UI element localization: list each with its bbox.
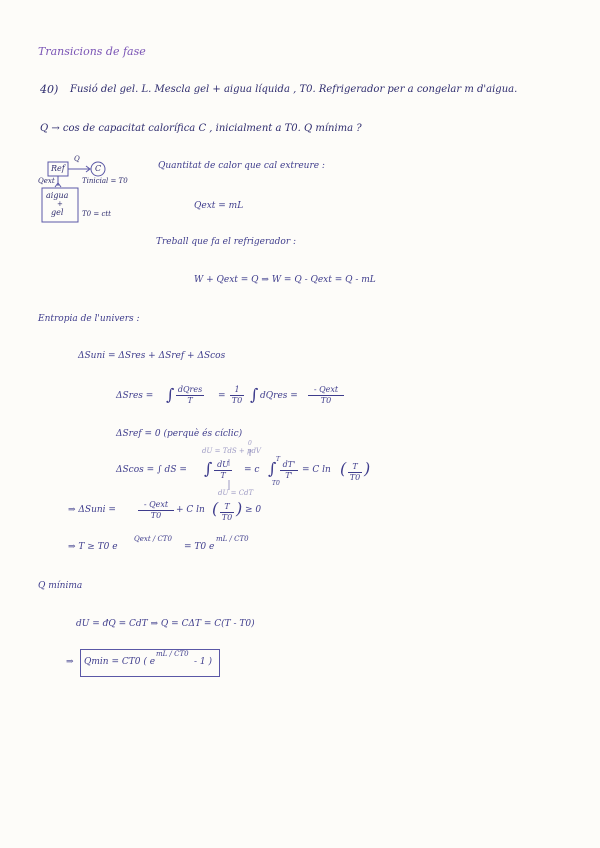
section-heading: Transicions de fase — [38, 45, 146, 58]
heat-label: Quantitat de calor que cal extreure : — [158, 161, 325, 171]
scos-int2-fraction — [280, 461, 298, 480]
sres-coef-den: T0 — [231, 396, 243, 405]
diagram-body-temp: Tinicial = T0 — [82, 177, 128, 185]
scos-eq: = c — [244, 465, 260, 475]
annotation-du: dU = TdS + pdV — [202, 447, 261, 455]
sres-eq: = — [218, 391, 226, 401]
sres-int1-den: T — [187, 396, 193, 405]
suni-ln-den: T0 — [221, 513, 233, 522]
sres-int2: dQres = — [260, 391, 298, 401]
work-equation: W + Qext = Q ⇒ W = Q - Qext = Q - mL — [194, 275, 376, 285]
qmin-label: Q mínima — [38, 581, 83, 591]
suni-den: T0 — [150, 511, 162, 520]
qmin-result-lhs: Qmin = CT0 ( e — [84, 657, 156, 667]
problem-number: 40) — [40, 83, 59, 96]
paren-open-1: ( — [340, 459, 347, 478]
diagram-reservoir-line3: gel — [51, 208, 64, 217]
diagram-qext-label: Qext — [38, 177, 55, 185]
suni-ln-num: T — [224, 502, 230, 511]
sres-coef-num: 1 — [234, 385, 240, 394]
scos-int2-num: dT' — [282, 460, 296, 469]
integral-sign-3: ∫ — [204, 459, 213, 478]
scos-result: = C ln — [302, 465, 331, 475]
suni-fraction — [138, 501, 174, 520]
sref-line: ΔSref = 0 (perquè és cíclic) — [116, 429, 243, 439]
problem-question: Q → cos de capacitat calorífica C , inicialment a T0. Q mínima ? — [40, 123, 362, 134]
sres-result-num: - Qext — [313, 385, 339, 394]
qmin-result-rhs: - 1 ) — [194, 657, 212, 667]
temp-exp1: Qext / CT0 — [134, 535, 172, 543]
diagram-reservoir-temp: T0 = ctt — [82, 210, 111, 218]
entropy-sum: ΔSuni = ΔSres + ΔSref + ΔScos — [78, 351, 226, 361]
diagram-reservoir-line1: aigua — [46, 191, 69, 200]
annotation-du2: dU = CdT — [218, 489, 254, 497]
qmin-result-prefix: ⇒ — [66, 657, 74, 667]
sres-coef-fraction — [230, 386, 244, 405]
integral-sign-1: ∫ — [166, 385, 175, 404]
temp-mid: = T0 e — [184, 542, 215, 552]
scos-ln-fraction — [348, 463, 362, 482]
suni-ineq: ≥ 0 — [245, 505, 262, 515]
sres-int1-fraction — [176, 386, 204, 405]
scos-int2-den: T' — [285, 471, 293, 480]
suni-ln-fraction — [220, 503, 234, 522]
qmin-derivation: dU = đQ = CdT ⇒ Q = CΔT = C(T - T0) — [76, 619, 255, 629]
paren-open-2: ( — [212, 499, 219, 518]
scos-int-fraction — [214, 461, 232, 480]
suni-plus: + C ln — [176, 505, 205, 515]
sres-lhs: ΔSres = — [116, 391, 154, 401]
scos-lhs: ΔScos = ∫ dS = — [116, 465, 187, 475]
suni-lhs: ⇒ ΔSuni = — [68, 505, 116, 515]
sres-int1-num: dQres — [177, 385, 203, 394]
diagram-ref-label: Ref — [51, 164, 65, 173]
scos-upper-limit: T — [276, 456, 281, 463]
entropy-label: Entropia de l'univers : — [38, 314, 140, 324]
scos-lower-limit: T0 — [272, 480, 280, 487]
diagram-q-label: Q — [74, 155, 80, 163]
scos-ln-den: T0 — [349, 473, 361, 482]
diagram-reservoir-line2: + — [57, 200, 63, 208]
qmin-result-exp: mL / CT0 — [156, 650, 189, 658]
sres-result-fraction — [308, 386, 344, 405]
problem-statement: Fusió del gel. L. Mescla gel + aigua líquida , T0. Refrigerador per a congelar m d'aigua. — [70, 84, 518, 95]
paren-close-1: ) — [364, 459, 371, 478]
temp-lhs: ⇒ T ≥ T0 e — [68, 542, 118, 552]
suni-num: - Qext — [143, 500, 169, 509]
integral-sign-2: ∫ — [250, 385, 259, 404]
diagram-body-label: C — [95, 164, 102, 173]
temp-exp2: mL / CT0 — [216, 535, 249, 543]
scos-int-den: T — [220, 471, 226, 480]
work-label: Treball que fa el refrigerador : — [156, 237, 297, 247]
scos-int-num: dU — [217, 460, 229, 469]
integral-sign-4: ∫ — [268, 459, 277, 478]
sres-result-den: T0 — [320, 396, 332, 405]
heat-equation: Qext = mL — [194, 201, 244, 211]
scos-ln-num: T — [352, 462, 358, 471]
annotation-zero: 0 — [248, 440, 252, 447]
paren-close-2: ) — [236, 499, 243, 518]
